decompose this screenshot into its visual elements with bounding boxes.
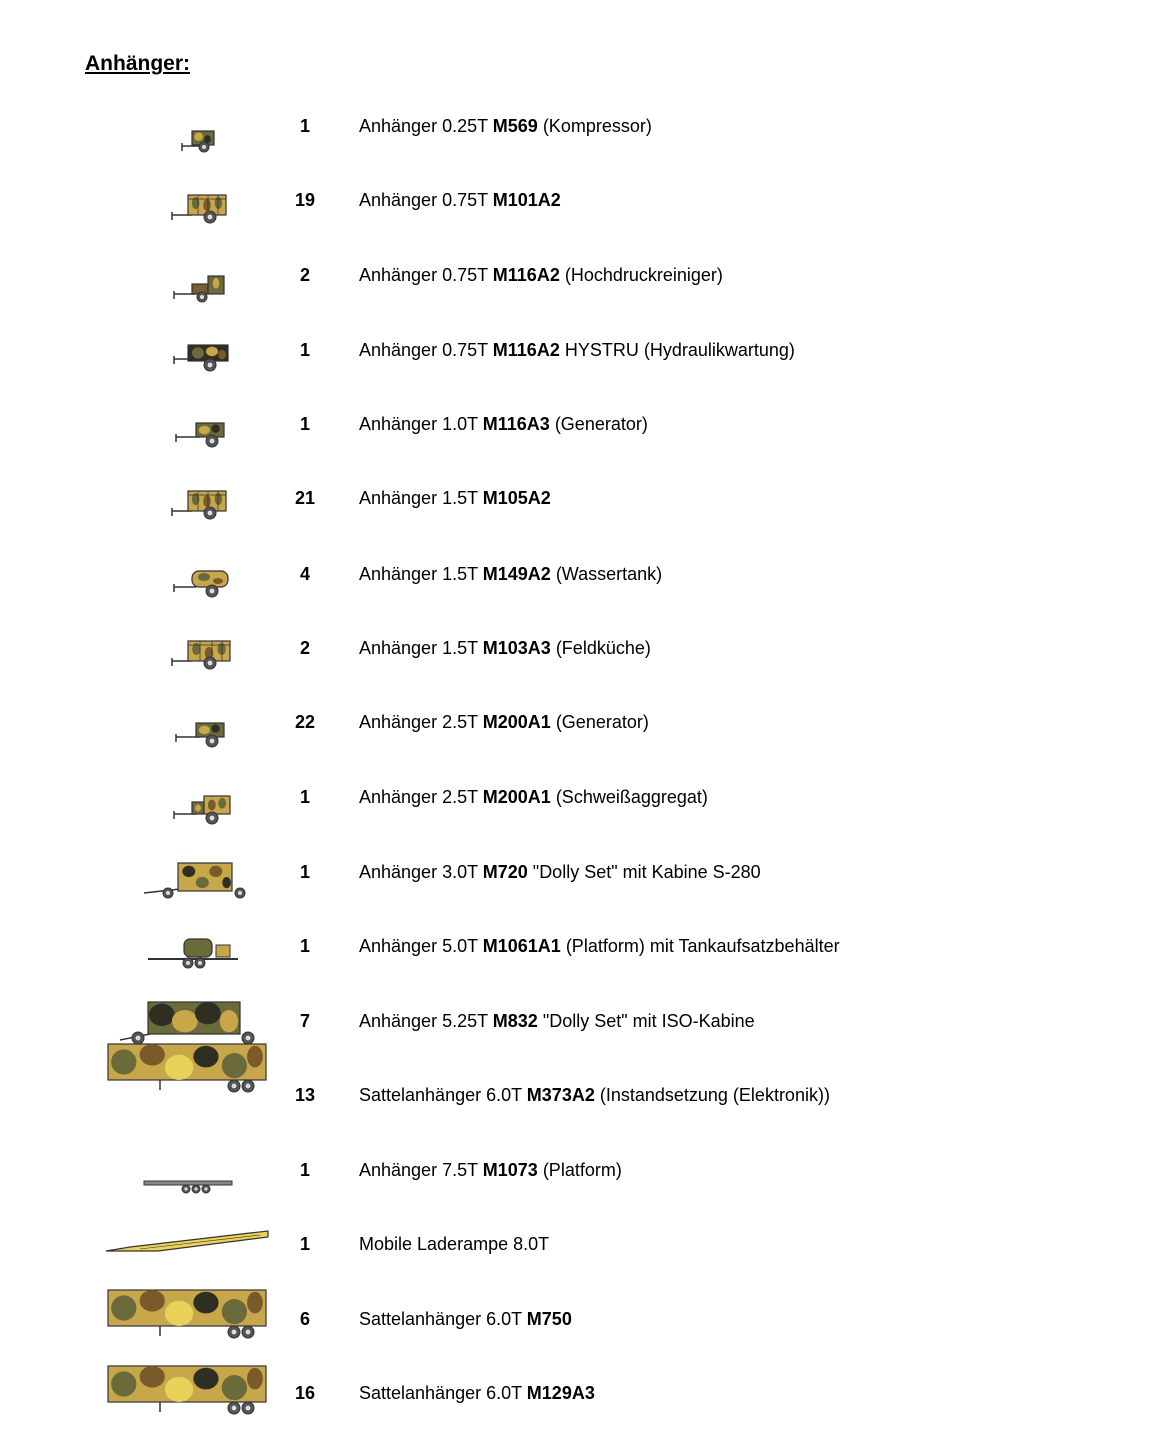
- model-designation: M200A1: [482, 787, 551, 807]
- quantity: 1: [299, 340, 310, 360]
- description-prefix: Anhänger 5.25T: [359, 1011, 493, 1031]
- trailer-row: [0, 264, 1149, 324]
- model-designation: M116A2: [492, 265, 560, 285]
- item-description: [359, 1159, 622, 1181]
- model-designation: M129A3: [526, 1383, 595, 1403]
- model-designation: M116A2: [492, 340, 560, 360]
- description-prefix: Anhänger 0.25T: [359, 116, 493, 136]
- trailer-row: [0, 786, 1149, 846]
- model-designation: M720: [482, 862, 528, 882]
- description-prefix: Anhänger 1.5T: [359, 638, 483, 658]
- quantity: 22: [294, 712, 316, 732]
- trailer-row: [0, 1308, 1149, 1368]
- model-designation: M569: [492, 116, 538, 136]
- model-designation: M149A2: [482, 564, 551, 584]
- item-description: [359, 786, 708, 808]
- description-prefix: Anhänger 7.5T: [359, 1160, 483, 1180]
- trailer-row: [0, 339, 1149, 399]
- trailer-row: [0, 1382, 1149, 1442]
- description-suffix: (Hochdruckreiniger): [559, 265, 723, 285]
- item-description: [359, 115, 652, 137]
- page-title: Anhänger:: [85, 52, 190, 75]
- model-designation: M750: [526, 1309, 572, 1329]
- item-description: [359, 1084, 830, 1106]
- quantity: 1: [299, 862, 310, 882]
- pressure-washer-trailer-icon: [100, 266, 275, 326]
- description-prefix: Anhänger 1.0T: [359, 414, 483, 434]
- item-description: [359, 935, 840, 957]
- description-suffix: (Instandsetzung (Elektronik)): [594, 1085, 830, 1105]
- generator-trailer-icon: [100, 413, 275, 473]
- description-prefix: Anhänger 5.0T: [359, 936, 483, 956]
- quantity: 1: [299, 1234, 310, 1254]
- description-prefix: Anhänger 0.75T: [359, 265, 493, 285]
- quantity: 1: [299, 1160, 310, 1180]
- item-description: [359, 1233, 549, 1255]
- quantity: 21: [294, 488, 316, 508]
- trailer-row: [0, 563, 1149, 623]
- description-prefix: Anhänger 2.5T: [359, 712, 483, 732]
- description-suffix: (Platform): [537, 1160, 622, 1180]
- description-suffix: "Dolly Set" mit Kabine S-280: [527, 862, 761, 882]
- description-suffix: (Wassertank): [550, 564, 663, 584]
- item-description: [359, 563, 662, 585]
- cargo-trailer-icon: [100, 487, 275, 547]
- trailer-row: [0, 487, 1149, 547]
- quantity: 19: [294, 190, 316, 210]
- item-description: [359, 413, 648, 435]
- trailer-row: [0, 189, 1149, 249]
- quantity: 1: [299, 116, 310, 136]
- description-suffix: (Platform) mit Tankaufsatzbehälter: [560, 936, 840, 956]
- generator-trailer-icon: [100, 713, 275, 773]
- model-designation: M103A3: [482, 638, 551, 658]
- description-suffix: (Schweißaggregat): [550, 787, 708, 807]
- description-suffix: (Generator): [550, 712, 649, 732]
- item-description: [359, 1382, 595, 1404]
- model-designation: M101A2: [492, 190, 561, 210]
- semitrailer-van-icon: [100, 1040, 275, 1100]
- quantity: 2: [299, 265, 310, 285]
- item-description: [359, 861, 761, 883]
- model-designation: M105A2: [482, 488, 551, 508]
- description-prefix: Mobile Laderampe 8.0T: [359, 1234, 550, 1254]
- description-suffix: HYSTRU (Hydraulikwartung): [559, 340, 795, 360]
- trailer-row: [0, 861, 1149, 921]
- welder-trailer-icon: [100, 788, 275, 848]
- trailer-row: [0, 413, 1149, 473]
- quantity: 2: [299, 638, 310, 658]
- dolly-shelter-icon: [100, 859, 275, 919]
- trailer-row: [0, 115, 1149, 175]
- model-designation: M1073: [482, 1160, 538, 1180]
- description-prefix: Anhänger 1.5T: [359, 488, 483, 508]
- cargo-trailer-icon: [100, 191, 275, 251]
- description-suffix: (Kompressor): [537, 116, 652, 136]
- trailer-row: [0, 711, 1149, 771]
- model-designation: M1061A1: [482, 936, 561, 956]
- item-description: [359, 189, 561, 211]
- trailer-row: [0, 637, 1149, 697]
- item-description: [359, 339, 795, 361]
- description-suffix: "Dolly Set" mit ISO-Kabine: [537, 1011, 755, 1031]
- semitrailer-van-icon: [100, 1362, 275, 1422]
- description-prefix: Sattelanhänger 6.0T: [359, 1383, 527, 1403]
- model-designation: M832: [492, 1011, 538, 1031]
- trailer-row: [0, 935, 1149, 995]
- item-description: [359, 1308, 572, 1330]
- description-suffix: (Feldküche): [550, 638, 651, 658]
- model-designation: M373A2: [526, 1085, 595, 1105]
- model-designation: M116A3: [482, 414, 550, 434]
- description-prefix: Anhänger 2.5T: [359, 787, 483, 807]
- description-prefix: Anhänger 1.5T: [359, 564, 483, 584]
- quantity: 6: [299, 1309, 310, 1329]
- description-prefix: Sattelanhänger 6.0T: [359, 1085, 527, 1105]
- item-description: [359, 1010, 755, 1032]
- quantity: 16: [294, 1383, 316, 1403]
- platform-tank-trailer-icon: [100, 931, 275, 991]
- compressor-trailer-icon: [100, 113, 275, 173]
- quantity: 4: [299, 564, 310, 584]
- quantity: 1: [299, 787, 310, 807]
- item-description: [359, 711, 649, 733]
- item-description: [359, 637, 651, 659]
- description-prefix: Anhänger 0.75T: [359, 340, 493, 360]
- item-description: [359, 487, 551, 509]
- field-kitchen-trailer-icon: [100, 637, 275, 697]
- trailer-row: [0, 1233, 1149, 1293]
- description-prefix: Anhänger 0.75T: [359, 190, 493, 210]
- description-prefix: Sattelanhänger 6.0T: [359, 1309, 527, 1329]
- quantity: 1: [299, 936, 310, 956]
- hydraulic-trailer-icon: [100, 339, 275, 399]
- semitrailer-van-icon: [100, 1286, 275, 1346]
- loading-ramp-icon: [100, 1203, 275, 1263]
- item-description: [359, 264, 723, 286]
- description-suffix: (Generator): [549, 414, 648, 434]
- trailer-row: [0, 1084, 1149, 1144]
- water-tank-trailer-icon: [100, 563, 275, 623]
- description-prefix: Anhänger 3.0T: [359, 862, 483, 882]
- model-designation: M200A1: [482, 712, 551, 732]
- quantity: 13: [294, 1085, 316, 1105]
- quantity: 7: [299, 1011, 310, 1031]
- quantity: 1: [299, 414, 310, 434]
